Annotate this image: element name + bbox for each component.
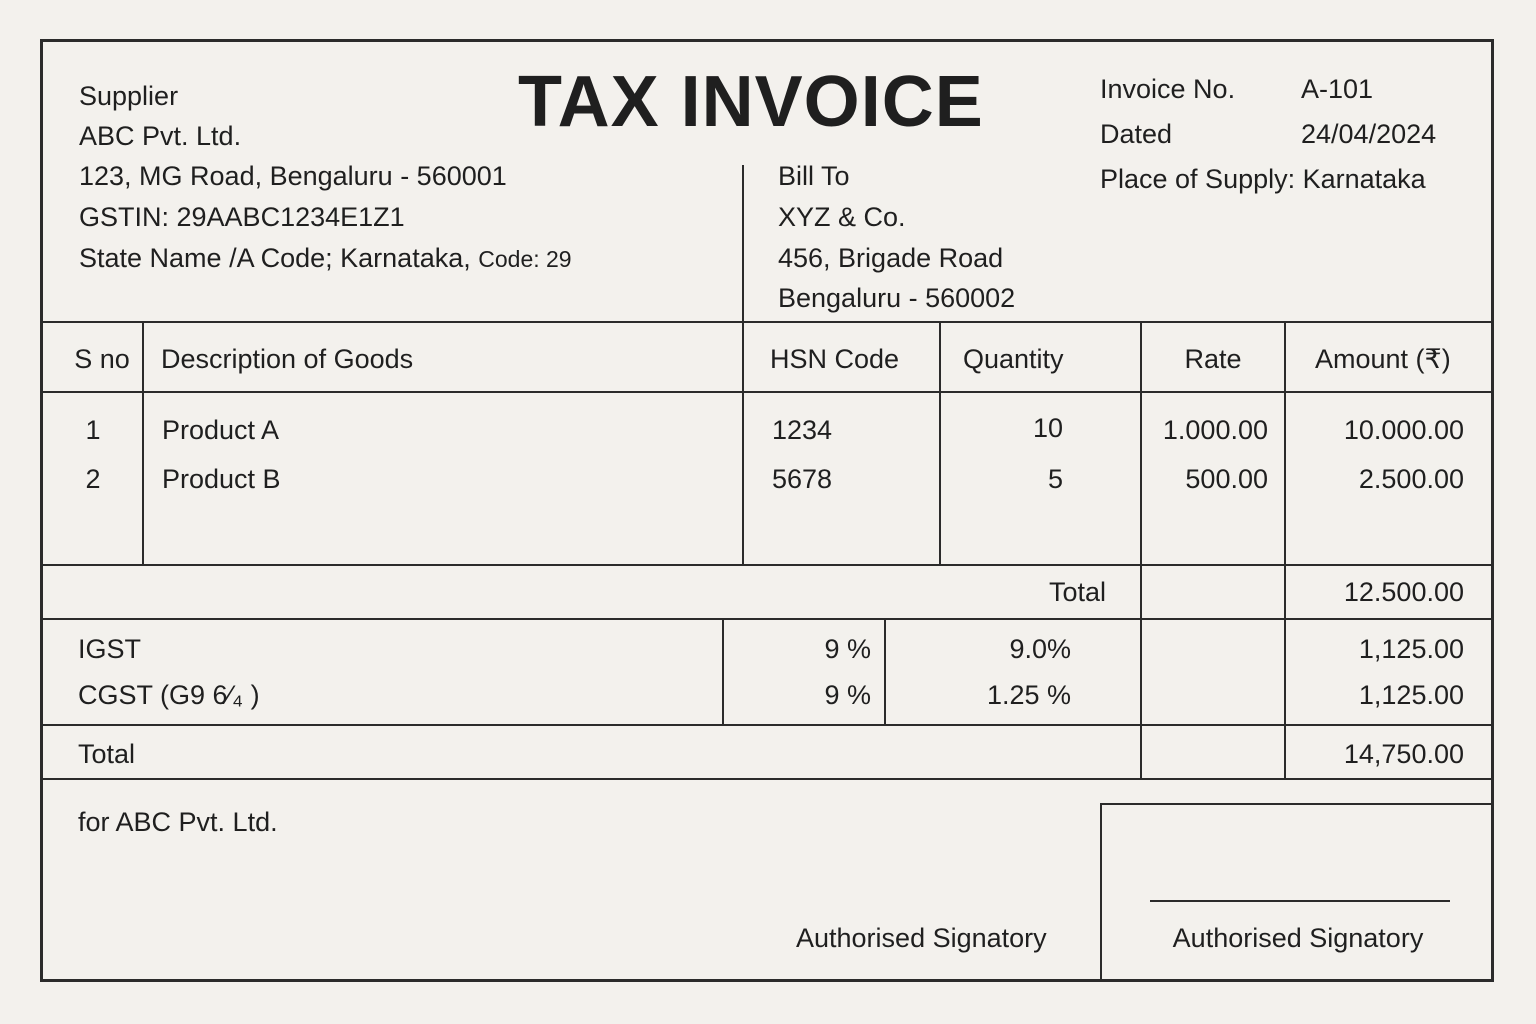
table-body-line — [42, 564, 1494, 566]
for-company: for ABC Pvt. Ltd. — [78, 807, 278, 837]
table-row-1-rate: 1.000.00 — [1162, 415, 1268, 445]
subtotal-label: Total — [1048, 577, 1106, 607]
supplier-state-code: Code: 29 — [478, 246, 572, 272]
table-row-2-quantity: 5 — [1047, 464, 1063, 494]
table-row-1-sno: 1 — [85, 415, 101, 445]
subtotal-line — [42, 618, 1494, 620]
invoice-title: TAX INVOICE — [518, 62, 984, 142]
signature-box-top — [1100, 803, 1494, 805]
tax-igst-pct: 9.0% — [1009, 634, 1071, 664]
table-row-1-hsn: 1234 — [772, 415, 833, 445]
signatory-right: Authorised Signatory — [1172, 923, 1424, 953]
col-divider-qty — [1140, 321, 1142, 780]
col-divider-desc — [742, 321, 744, 566]
supplier-address: 123, MG Road, Bengaluru - 560001 — [79, 161, 507, 191]
table-row-1-amount: 10.000.00 — [1343, 415, 1464, 445]
bill-to-heading: Bill To — [778, 161, 850, 191]
col-divider-rate — [1284, 321, 1286, 780]
grand-total-amount: 14,750.00 — [1343, 739, 1464, 769]
dated-value: 24/04/2024 — [1301, 119, 1437, 149]
bill-to-address-line2: Bengaluru - 560002 — [778, 283, 1016, 313]
invoice-no-label: Invoice No. — [1100, 74, 1236, 104]
tax-igst-name: IGST — [78, 634, 142, 664]
invoice-no-value: A-101 — [1301, 74, 1374, 104]
tax-igst-rate: 9 % — [824, 634, 871, 664]
tax-cgst-name: CGST (G9 6⁄₄ ) — [78, 680, 260, 710]
tax-line — [42, 724, 1494, 726]
supplier-name: ABC Pvt. Ltd. — [79, 121, 242, 151]
header-sno: S no — [74, 344, 130, 374]
table-row-2-amount: 2.500.00 — [1358, 464, 1464, 494]
tax-cgst-pct: 1.25 % — [986, 680, 1071, 710]
tax-igst-amount: 1,125.00 — [1358, 634, 1464, 664]
bill-to-address-line1: 456, Brigade Road — [778, 243, 1004, 273]
header-quantity: Quantity — [963, 344, 1064, 374]
grand-total-line — [42, 778, 1494, 780]
dated-label: Dated — [1100, 119, 1173, 149]
tax-cgst-amount: 1,125.00 — [1358, 680, 1464, 710]
subtotal-amount: 12.500.00 — [1343, 577, 1464, 607]
header-rate: Rate — [1184, 344, 1242, 374]
header-amount: Amount (₹) — [1315, 344, 1451, 374]
supplier-heading: Supplier — [79, 81, 179, 111]
table-row-2-description: Product B — [162, 464, 281, 494]
table-header-line — [42, 391, 1494, 393]
table-row-2-hsn: 5678 — [772, 464, 833, 494]
supplier-gstin: GSTIN: 29AABC1234E1Z1 — [79, 202, 405, 232]
tax-cgst-rate: 9 % — [824, 680, 871, 710]
header-hsn: HSN Code — [770, 344, 900, 374]
grand-total-label: Total — [78, 739, 136, 769]
signatory-left: Authorised Signatory — [796, 923, 1047, 953]
place-of-supply: Place of Supply: Karnataka — [1100, 164, 1426, 194]
signature-line — [1150, 900, 1450, 902]
supplier-state — [79, 242, 572, 275]
supplier-state-label: State Name /A Code; Karnataka, — [79, 243, 471, 273]
signature-box-left — [1100, 803, 1102, 981]
table-row-2-sno: 2 — [85, 464, 101, 494]
header-divider — [742, 165, 744, 323]
bill-to-name: XYZ & Co. — [778, 202, 906, 232]
table-row-1-description: Product A — [162, 415, 280, 445]
header-description: Description of Goods — [161, 344, 414, 374]
table-top-line — [42, 321, 1494, 323]
table-row-2-rate: 500.00 — [1185, 464, 1268, 494]
table-row-1-quantity: 10 — [1032, 413, 1063, 443]
